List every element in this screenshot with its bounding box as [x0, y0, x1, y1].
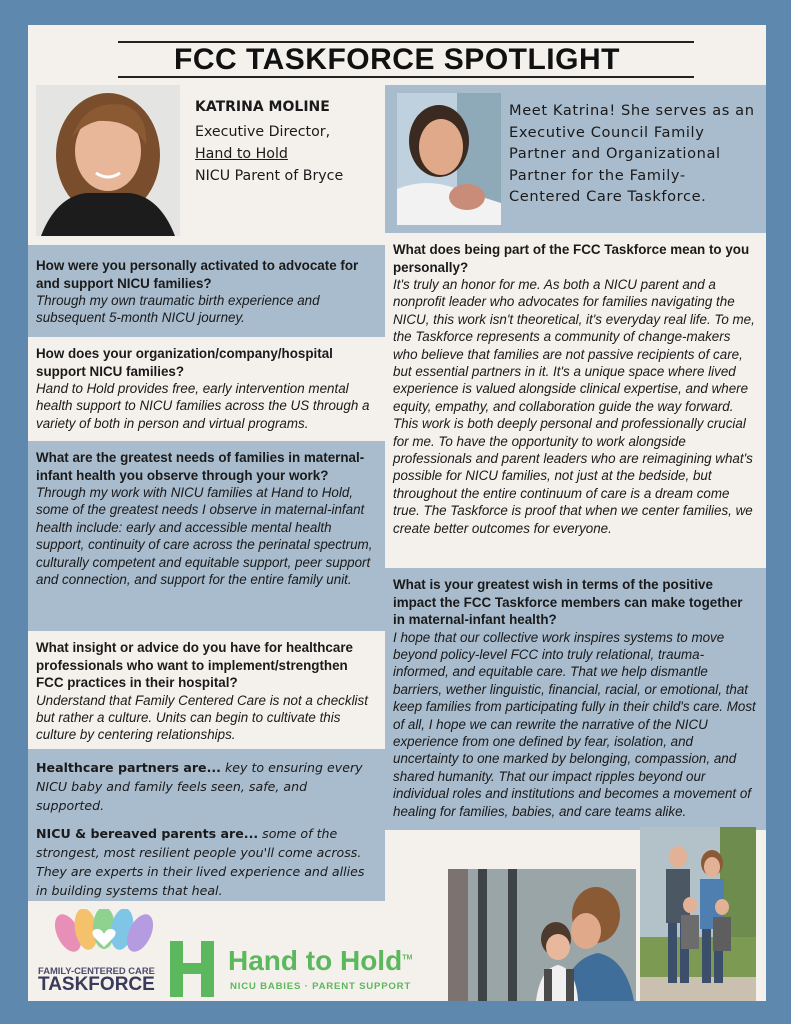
qa-left-3	[28, 441, 385, 631]
intro-panel	[385, 85, 766, 233]
qa-right-1	[385, 233, 766, 568]
answer: I hope that our collective work inspires systems to move beyond policy-level FCC into truly relational, trauma-informed, and equitable care. That we help dismantle barriers, wether linguistic, financial, racial, or emotional, that keep families from participating fully in their child's care. Most of all, I hope we can rewrite the narrative of the NICU experience from one defined by fear, isolation, and uncertainty to one marked by belonging, compassion, and shared humanity. That our impact ripples beyond our individual roles and institutions and becomes a movement of healing for families, babies, and care teams alike.	[393, 629, 756, 819]
hth-name-text: Hand to Hold	[228, 945, 403, 976]
hand-to-hold-logo	[170, 941, 432, 999]
page-title: FCC TASKFORCE SPOTLIGHT	[174, 43, 620, 76]
profile-parent-line: NICU Parent of Bryce	[195, 168, 344, 184]
qa-left-1	[28, 245, 385, 337]
answer: Through my work with NICU families at Hand to Hold, some of the greatest needs I observe in maternal-infant health include: early and accessible mental health support, continuity of care across the perinatal spectrum, culturally competent and equitable support, peer support and connection, and support for the entire family unit.	[36, 485, 373, 588]
hands-heart-icon	[38, 909, 168, 957]
profile-title: Executive Director,	[195, 124, 331, 140]
statement-lead: Healthcare partners are...	[36, 760, 221, 775]
org-link[interactable]: Hand to Hold	[195, 146, 288, 162]
answer: Hand to Hold provides free, early intervention mental health support to NICU families across the US through a variety of both in person and virtual programs.	[36, 381, 370, 431]
statement-lead: NICU & bereaved parents are...	[36, 826, 259, 841]
qa-left-2	[28, 337, 385, 441]
profile-block	[195, 99, 385, 187]
question: How does your organization/company/hospital support NICU families?	[36, 346, 333, 379]
fcc-logo-line2: TASKFORCE	[38, 974, 155, 995]
answer: Through my own traumatic birth experience and subsequent 5-month NICU journey.	[36, 293, 320, 326]
statement-text: key to ensuring every NICU baby and family feels seen, safe, and supported.	[36, 760, 363, 813]
statement-parents	[36, 824, 377, 900]
qa-right-2	[385, 568, 766, 830]
headshot-photo	[36, 85, 180, 236]
question: What insight or advice do you have for healthcare professionals who want to implement/strengthen FCC practices in their hospital?	[36, 640, 353, 690]
statement-text: some of the strongest, most resilient people you'll come across. They are experts in their lived experience and allies in building systems that heal.	[36, 826, 365, 898]
header-rule-bottom	[118, 76, 694, 78]
nicu-photo	[397, 93, 501, 225]
hth-logo-name	[228, 945, 412, 977]
statements-panel	[28, 749, 385, 901]
fcc-logo-line1: FAMILY-CENTERED CARE	[38, 965, 155, 976]
profile-name: KATRINA MOLINE	[195, 99, 330, 115]
hth-logo-tagline: NICU BABIES · PARENT SUPPORT	[230, 981, 412, 992]
intro-text: Meet Katrina! She serves as an Executive Council Family Partner and Organizational Partner for the Family-Centered Care Taskforce.	[509, 102, 755, 205]
qa-left-4	[28, 631, 385, 749]
question: What are the greatest needs of families in maternal-infant health you observe through your work?	[36, 450, 365, 483]
answer: It's truly an honor for me. As both a NICU parent and a nonprofit leader who advocates for families navigating the NICU, this work isn't theoretical, it's everyday real life. To me, the Taskforce represents a community of change-makers who believe that families are not passive recipients of care, but essential partners in it. It's a unique space where lived experience is valued alongside clinical expertise, and where equity, empathy, and collaboration guide the way forward. This work is both deeply personal and professionally crucial for me. To have the opportunity to work alongside professionals and parent leaders who are reimagining what's possible for NICU families, not just at the bedside, but throughout the entire continuum of care is a dream come true. The Taskforce is proof that when we center families, we create better outcomes for everyone.	[393, 277, 755, 536]
spotlight-page	[28, 25, 766, 1001]
question: How were you personally activated to advocate for and support NICU families?	[36, 258, 359, 291]
hth-tm: TM	[402, 954, 413, 962]
statement-healthcare	[36, 758, 377, 815]
fcc-taskforce-logo	[38, 909, 168, 999]
question: What does being part of the FCC Taskforce mean to you personally?	[393, 242, 750, 275]
answer: Understand that Family Centered Care is not a checklist but rather a culture. Units can begin to cultivate this culture by centering relationships.	[36, 692, 368, 743]
family-photo-2	[640, 827, 756, 1001]
family-photo-1	[448, 869, 636, 1001]
hth-h-icon	[170, 941, 214, 997]
question: What is your greatest wish in terms of the positive impact the FCC Taskforce members can make together in maternal-infant health?	[393, 577, 743, 627]
